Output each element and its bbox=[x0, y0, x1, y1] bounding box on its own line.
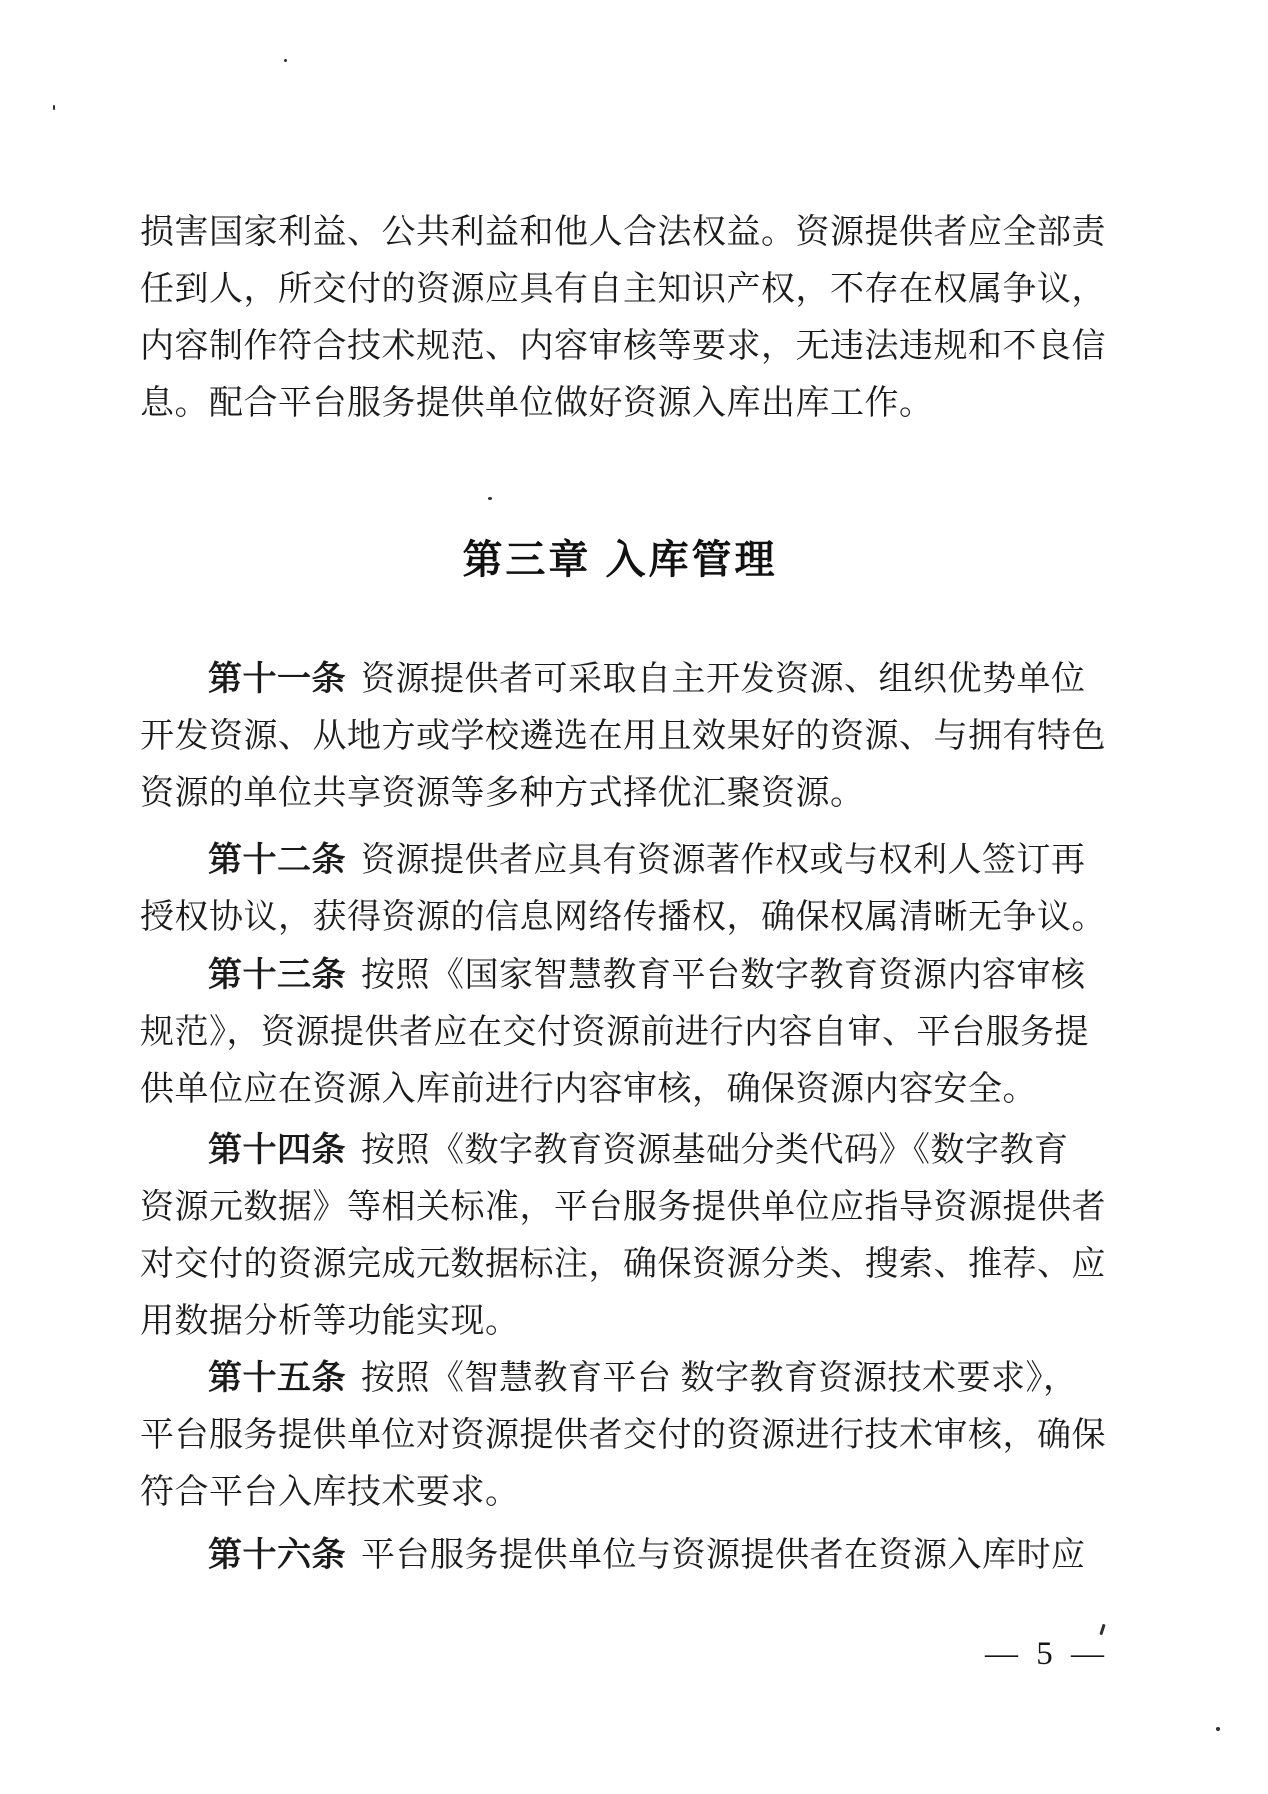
article-number: 第十六条 bbox=[208, 1536, 346, 1574]
scan-speck bbox=[53, 105, 55, 110]
article-number: 第十五条 bbox=[208, 1359, 346, 1397]
text-line: 损害国家利益、公共利益和他人合法权益。资源提供者应全部责 bbox=[140, 214, 1106, 251]
line-text: 资源提供者可采取自主开发资源、组织优势单位 bbox=[361, 661, 1086, 698]
text-line bbox=[140, 1350, 1100, 1407]
text-line: 资源的单位共享资源等多种方式择优汇聚资源。 bbox=[140, 775, 865, 812]
paragraph-article-14 bbox=[140, 1122, 1106, 1350]
article-number: 第十四条 bbox=[208, 1131, 346, 1169]
paragraph-article-11 bbox=[140, 651, 1106, 822]
line-text: 平台服务提供单位与资源提供者在资源入库时应 bbox=[361, 1537, 1086, 1574]
text-line: 任到人，所交付的资源应具有自主知识产权，不存在权属争议， bbox=[140, 271, 1106, 308]
text-line: 授权协议，获得资源的信息网络传播权，确保权属清晰无争议。 bbox=[140, 899, 1106, 936]
paragraph-article-13 bbox=[140, 947, 1100, 1118]
paragraph-article-15 bbox=[140, 1350, 1106, 1521]
article-number: 第十二条 bbox=[208, 841, 346, 879]
paragraph-article-16 bbox=[140, 1527, 1100, 1584]
line-text: 资源提供者应具有资源著作权或与权利人签订再 bbox=[361, 842, 1086, 879]
text-line: 资源元数据》等相关标准，平台服务提供单位应指导资源提供者 bbox=[140, 1189, 1106, 1226]
text-line: 对交付的资源完成元数据标注，确保资源分类、搜索、推荐、应 bbox=[140, 1246, 1106, 1283]
scan-speck bbox=[1099, 1624, 1105, 1635]
paragraph-article-12 bbox=[140, 832, 1106, 946]
paragraph-continuation bbox=[140, 204, 1106, 432]
text-line: 用数据分析等功能实现。 bbox=[140, 1303, 520, 1340]
line-text: 按照《国家智慧教育平台数字教育资源内容审核 bbox=[361, 957, 1086, 994]
page-number: — 5 — bbox=[985, 1636, 1109, 1672]
text-line bbox=[140, 1527, 1100, 1584]
text-line: 供单位应在资源入库前进行内容审核，确保资源内容安全。 bbox=[140, 1071, 1037, 1108]
text-line: 平台服务提供单位对资源提供者交付的资源进行技术审核，确保 bbox=[140, 1417, 1106, 1454]
chapter-heading: 第三章 入库管理 bbox=[462, 538, 778, 582]
scan-speck bbox=[1216, 1727, 1220, 1731]
line-text: 按照《智慧教育平台 数字教育资源技术要求》， bbox=[361, 1360, 1078, 1397]
text-line: 开发资源、从地方或学校遴选在用且效果好的资源、与拥有特色 bbox=[140, 718, 1106, 755]
article-number: 第十一条 bbox=[208, 660, 346, 698]
text-line: 规范》，资源提供者应在交付资源前进行内容自审、平台服务提 bbox=[140, 1014, 1089, 1051]
document-body bbox=[140, 0, 1106, 1584]
article-number: 第十三条 bbox=[208, 956, 346, 994]
text-line bbox=[140, 832, 1100, 889]
text-line: 内容制作符合技术规范、内容审核等要求，无违法违规和不良信 bbox=[140, 328, 1106, 365]
text-line bbox=[140, 947, 1100, 1004]
text-line bbox=[140, 1122, 1100, 1179]
text-line bbox=[140, 651, 1100, 708]
text-line: 符合平台入库技术要求。 bbox=[140, 1474, 520, 1511]
line-text: 按照《数字教育资源基础分类代码》《数字教育 bbox=[361, 1132, 1069, 1169]
text-line: 息。配合平台服务提供单位做好资源入库出库工作。 bbox=[140, 385, 934, 422]
